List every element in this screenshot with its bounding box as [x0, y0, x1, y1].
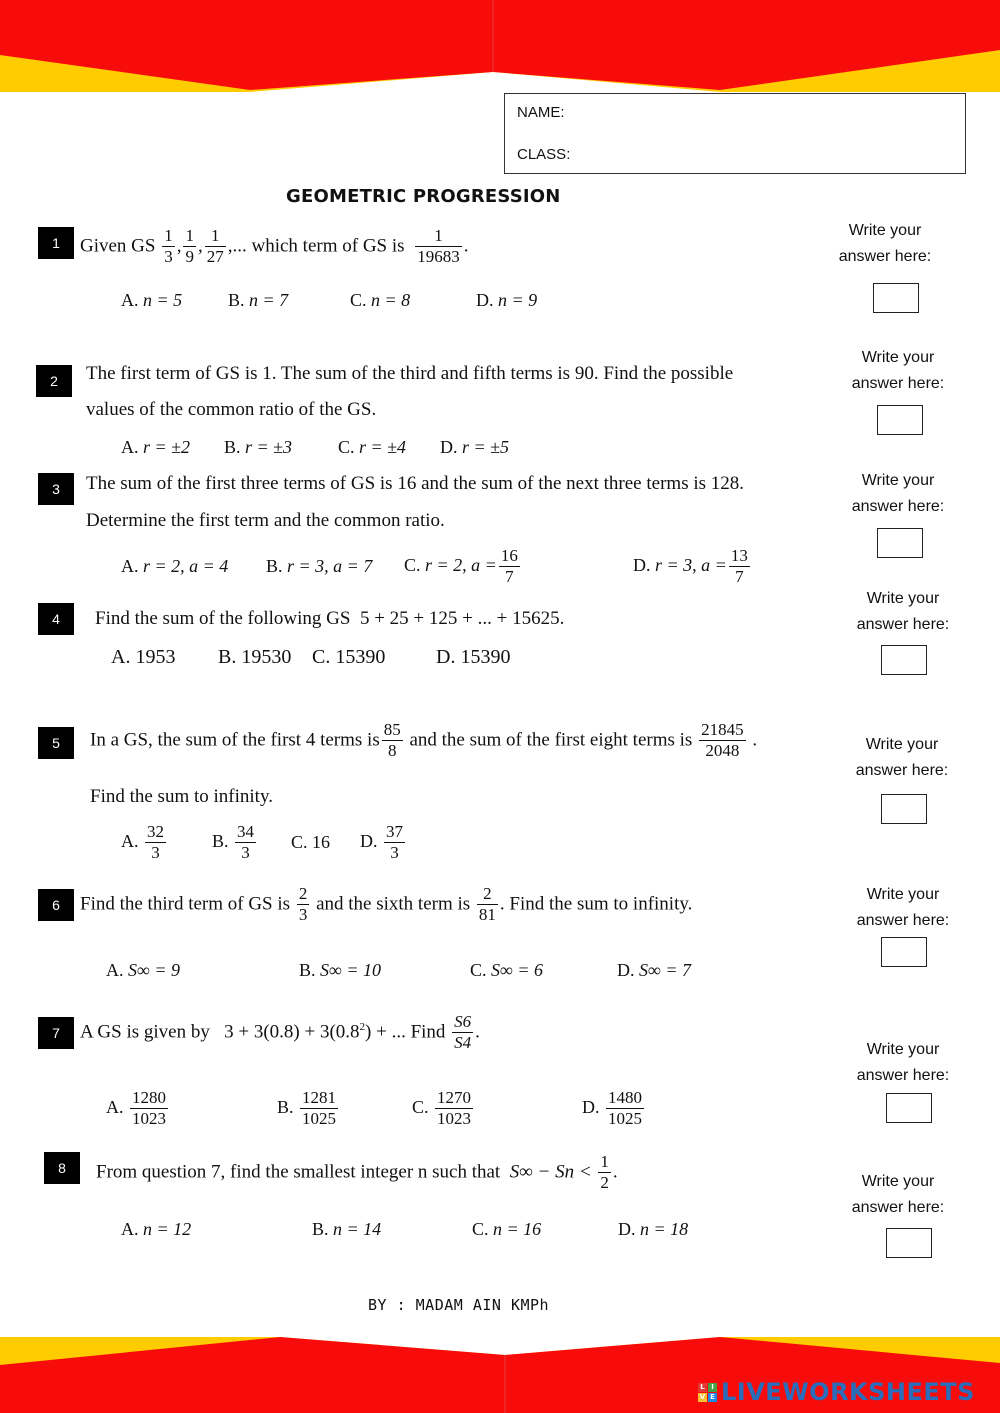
- q6-option-d[interactable]: D. S∞ = 7: [617, 960, 691, 980]
- answer-input-4[interactable]: [881, 645, 927, 675]
- q8-option-c[interactable]: C. n = 16: [472, 1219, 542, 1239]
- author-credit: BY : MADAM AIN KMPh: [368, 1296, 550, 1314]
- q2-option-c[interactable]: C. r = ±4: [338, 437, 407, 457]
- answer-input-2[interactable]: [877, 405, 923, 435]
- question-6-text: Find the third term of GS is $\frac{2}{3}$ and the sixth term is $\frac{2}{81}$ . Find the sum to infinity.: [80, 884, 693, 925]
- q5-option-d[interactable]: D. $\frac{37}{3}$: [360, 822, 403, 863]
- q5-option-c[interactable]: C. 16: [291, 832, 331, 852]
- question-5-text: In a GS, the sum of the first 4 terms is $\frac{85}{8}$ and the sum of the first eight terms is $\frac{21845}{2048}$ .: [90, 720, 758, 761]
- name-label: NAME:: [517, 104, 565, 121]
- answer-input-6[interactable]: [881, 937, 927, 967]
- liveworksheets-logo: [698, 1378, 975, 1406]
- q8-option-d[interactable]: D. n = 18: [618, 1219, 689, 1239]
- answer-prompt-7: Write your answer here:: [856, 1041, 950, 1084]
- question-number-3: 3: [38, 473, 74, 505]
- answer-prompt-8: Write your answer here:: [851, 1173, 945, 1216]
- q5-option-b[interactable]: B. $\frac{34}{3}$: [212, 822, 255, 863]
- answer-input-3[interactable]: [877, 528, 923, 558]
- q2-option-b[interactable]: B. r = ±3: [224, 437, 293, 457]
- q3-option-d[interactable]: D. r = 3, a = $\frac{13}{7}$: [633, 546, 748, 587]
- page-title: GEOMETRIC PROGRESSION: [286, 186, 561, 207]
- question-number-1: 1: [38, 227, 74, 259]
- answer-input-8[interactable]: [886, 1228, 932, 1258]
- top-banner: [0, 0, 1000, 95]
- question-1-text: Given GS $\frac{1}{3}$ , $\frac{1}{9}$ , $\frac{1}{27}$ ,... which term of GS is $\frac{1}{19683}$ .: [80, 226, 469, 267]
- q4-option-a[interactable]: A. 1953: [111, 646, 176, 668]
- q7-option-d[interactable]: D. $\frac{1480}{1025}$: [582, 1088, 642, 1129]
- answer-input-1[interactable]: [873, 283, 919, 313]
- question-4-text: Find the sum of the following GS 5 + 25 + 125 + ... + 15625.: [95, 608, 565, 629]
- answer-prompt-6: Write your answer here:: [856, 886, 950, 929]
- q3-option-c[interactable]: C. r = 2, a = $\frac{16}{7}$: [404, 546, 518, 587]
- question-8-text: From question 7, find the smallest integer n such that S∞ − Sn < $\frac{1}{2}$ .: [96, 1152, 618, 1193]
- question-number-5: 5: [38, 727, 74, 759]
- q4-option-d[interactable]: D. 15390: [436, 646, 511, 668]
- answer-prompt-2: Write your answer here:: [851, 349, 945, 392]
- q1-option-c[interactable]: C. n = 8: [350, 290, 411, 310]
- q1-option-a[interactable]: A. n = 5: [121, 290, 183, 310]
- q3-option-a[interactable]: A. r = 2, a = 4: [121, 556, 229, 576]
- logo-text: LIVEWORKSHEETS: [721, 1378, 975, 1406]
- q1-option-d[interactable]: D. n = 9: [476, 290, 538, 310]
- question-3-line-1: The sum of the first three terms of GS is 16 and the sum of the next three terms is 128.: [86, 473, 745, 494]
- answer-prompt-3: Write your answer here:: [851, 472, 945, 515]
- q8-option-a[interactable]: A. n = 12: [121, 1219, 192, 1239]
- question-3-line-2: Determine the first term and the common ratio.: [86, 510, 445, 531]
- question-number-7: 7: [38, 1017, 74, 1049]
- class-label: CLASS:: [517, 146, 571, 163]
- answer-prompt-4: Write your answer here:: [856, 590, 950, 633]
- question-7-text: A GS is given by $3 + 3(0.8) + 3(0.8^2)$ + ... Find $\frac{S6}{S4}$ .: [80, 1012, 480, 1053]
- question-number-6: 6: [38, 889, 74, 921]
- q1-option-b[interactable]: B. n = 7: [228, 290, 289, 310]
- q8-option-b[interactable]: B. n = 14: [312, 1219, 382, 1239]
- answer-input-7[interactable]: [886, 1093, 932, 1123]
- q7-option-c[interactable]: C. $\frac{1270}{1023}$: [412, 1088, 472, 1129]
- q2-option-a[interactable]: A. r = ±2: [121, 437, 191, 457]
- q2-option-d[interactable]: D. r = ±5: [440, 437, 510, 457]
- question-2-line-2: values of the common ratio of the GS.: [86, 399, 377, 420]
- q6-option-b[interactable]: B. S∞ = 10: [299, 960, 381, 980]
- q7-option-b[interactable]: B. $\frac{1281}{1025}$: [277, 1088, 337, 1129]
- question-number-8: 8: [44, 1152, 80, 1184]
- question-2-line-1: The first term of GS is 1. The sum of the third and fifth terms is 90. Find the possible: [86, 363, 734, 384]
- name-class-box: [504, 93, 966, 174]
- answer-prompt-5: Write your answer here:: [855, 736, 949, 779]
- q3-option-b[interactable]: B. r = 3, a = 7: [266, 556, 373, 576]
- answer-prompt-1: Write your answer here:: [838, 222, 932, 265]
- question-number-4: 4: [38, 603, 74, 635]
- answer-input-5[interactable]: [881, 794, 927, 824]
- question-5-line-2: Find the sum to infinity.: [90, 786, 273, 807]
- question-number-2: 2: [36, 365, 72, 397]
- q5-option-a[interactable]: A. $\frac{32}{3}$: [121, 822, 164, 863]
- logo-grid-icon: L I V E: [698, 1383, 717, 1402]
- q4-option-b[interactable]: B. 19530: [218, 646, 292, 668]
- q6-option-c[interactable]: C. S∞ = 6: [470, 960, 543, 980]
- q6-option-a[interactable]: A. S∞ = 9: [106, 960, 180, 980]
- q7-option-a[interactable]: A. $\frac{1280}{1023}$: [106, 1088, 166, 1129]
- q4-option-c[interactable]: C. 15390: [312, 646, 386, 668]
